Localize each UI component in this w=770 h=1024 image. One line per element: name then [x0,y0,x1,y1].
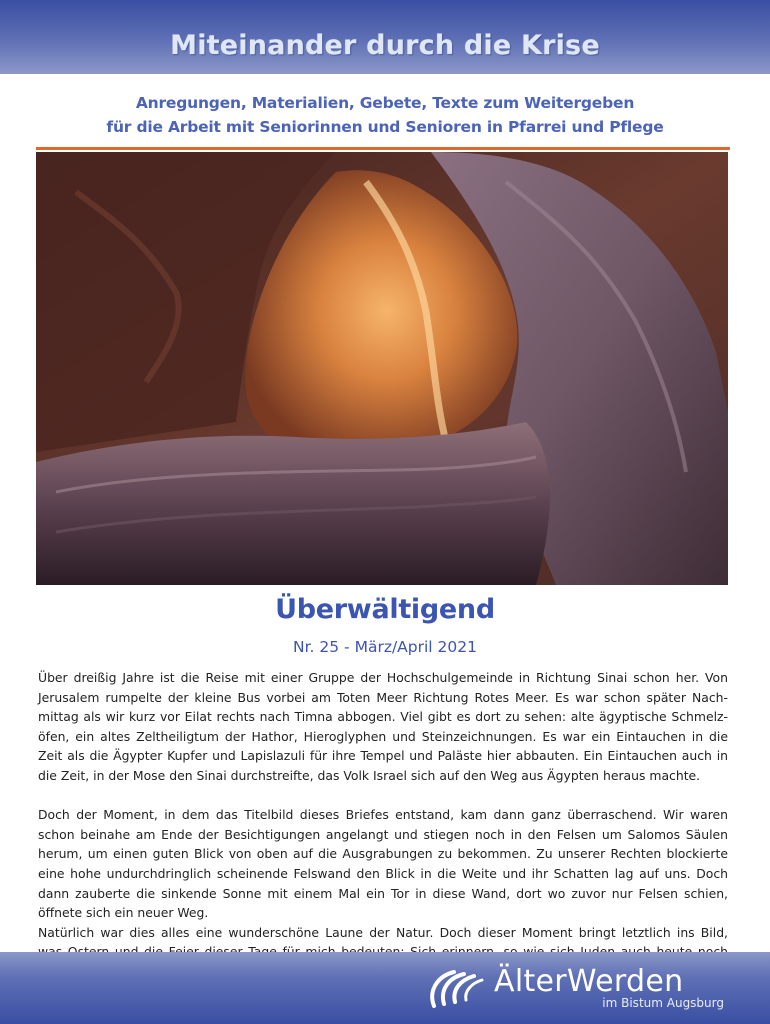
swoosh-arcs-icon [424,968,488,1012]
body-line: Jerusalem rumpelte der kleine Bus vorbei am Toten Meer Richtung Rotes Meer. Es war schon später Nach- [38,689,728,705]
logo-wordmark: ÄlterWerden [494,964,684,999]
body-line: schon beinahe am Ende der Besichtigungen angelangt und stiegen noch in den Felsen um Salomos Säulen [38,826,728,842]
body-line: mittag als wir kurz vor Eilat rechts nach Timna abbogen. Viel gibt es dort zu sehen: alte ägyptische Schmelz- [38,709,728,725]
body-line: öfen, ein altes Zeltheiligtum der Hathor, Hieroglyphen und Steinzeichnungen. Es war ein Eintauchen in die [38,728,728,744]
body-line: Natürlich war dies alles eine wunderschöne Laune der Natur. Doch dieser Moment bringt letztlich ins Bild, [38,924,728,940]
paragraph-gap [38,786,728,806]
body-line: Doch der Moment, in dem das Titelbild dieses Briefes entstand, kam dann ganz überraschend. Wir waren [38,807,728,823]
logo-tagline: im Bistum Augsburg [602,996,724,1010]
article-title: Überwältigend [275,594,495,625]
aelterwerden-logo [424,966,724,1012]
body-line: herum, um einen guten Blick von oben auf die Ausgrabungen zu bekommen. Zu unserer Rechten blockierte [38,846,728,862]
body-line: Zeit als die Ägypter Kupfer und Lapislazuli für ihre Tempel und Paläste hier abbauten. Ein Eintauchen auch in [38,748,728,764]
body-line: öffnete sich ein neuer Weg. [38,905,209,921]
subtitle-line-1: Anregungen, Materialien, Gebete, Texte zum Weitergeben [135,94,635,112]
body-line: Über dreißig Jahre ist die Reise mit einer Gruppe der Hochschulgemeinde in Richtung Sinai schon her. Von [38,670,728,685]
article-body [38,668,728,962]
orange-divider [36,147,730,150]
cover-photo [36,152,728,585]
issue-number: Nr. 25 - März/April 2021 [293,638,477,656]
newsletter-title: Miteinander durch die Krise [170,30,600,61]
body-line: dann zauberte die sinkende Sonne mit einem Mal ein Tor in diese Wand, dort wo zuvor nur Felsen schien, [38,885,728,901]
body-line: die Zeit, in der Mose den Sinai durchstreifte, das Volk Israel sich auf den Weg aus Ägypten heraus machte. [38,767,701,783]
subtitle-line-2: für die Arbeit mit Seniorinnen und Senioren in Pfarrei und Pflege [106,118,664,136]
rock-arch-image [36,152,728,585]
body-line: eine hohe undurchdringlich scheinende Felswand den Blick in die Weite und ihr Schatten lag auf uns. Doch [38,865,728,881]
